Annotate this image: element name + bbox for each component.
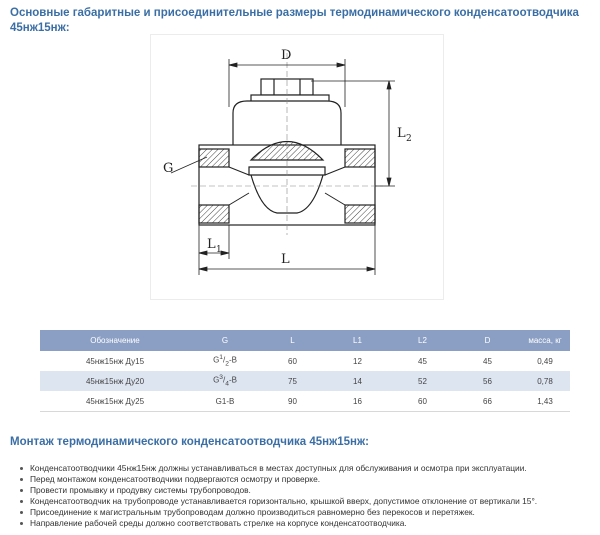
page-title: Основные габаритные и присоединительные размеры термодинамического конденсатоотводчика 45нж15нж: [10,7,579,34]
cell-l: 75 [260,371,325,391]
list-item: Перед монтажом конденсатоотводчики подвергаются осмотру и проверке. [30,474,600,485]
label-l: L [281,252,290,267]
list-item: Присоединение к магистральным трубопроводам должно производиться равномерно без перекосов и перетяжек. [30,507,600,518]
label-d: D [281,48,292,63]
cell-g: $G^1/_2-В$ [213,354,237,368]
col-d: D [455,330,520,351]
cell-l: 90 [260,391,325,412]
cell-d: 45 [483,356,492,366]
label-l1: L [207,237,216,252]
cell-designation: 45нж15нж Ду25 [40,391,190,412]
cell-d: 66 [455,391,520,412]
col-l: L [260,330,325,351]
cell-designation: 45нж15нж Ду15 [85,356,145,366]
col-g: G [190,330,260,351]
table-row [40,391,570,412]
table-header-row [40,330,570,351]
col-designation: Обозначение [40,330,190,351]
cell-l1: 14 [325,371,390,391]
label-l1-sub: 1 [216,245,222,255]
label-l2-sub: 2 [406,134,412,144]
cell-l: 60 [288,356,297,366]
col-l1: L1 [325,330,390,351]
cell-l2: 60 [390,391,455,412]
label-g: G [163,161,174,176]
cell-d: 56 [455,371,520,391]
label-l2: L [397,126,406,141]
cell-l2: 52 [390,371,455,391]
left-thread-bottom [199,205,229,223]
table-row [40,371,570,391]
left-thread-top [199,149,229,167]
cell-mass: 1,43 [520,391,570,412]
col-l2: L2 [390,330,455,351]
cell-mass: 0,78 [520,371,570,391]
dimensions-table [40,330,570,412]
cell-g: $G^3/_4-В$ [190,371,260,391]
steam-trap-drawing [151,35,443,299]
right-thread-bottom [345,205,375,223]
list-item: Направление рабочей среды должно соответствовать стрелке на корпусе конденсатоотводчика. [30,518,600,529]
cell-mass: 0,49 [537,356,553,366]
right-thread-top [345,149,375,167]
list-item: Конденсатоотводчик на трубопроводе устанавливается горизонтально, крышкой вверх, допустимое отклонение от вертикали 15°. [30,496,600,507]
list-item: Провести промывку и продувку системы трубопроводов. [30,485,600,496]
cell-l1: 12 [353,356,362,366]
table-row [40,351,570,371]
installation-notes [10,463,600,529]
cell-designation: 45нж15нж Ду20 [40,371,190,391]
dimension-drawing [150,34,444,300]
cell-g: G1-В [190,391,260,412]
list-item: Конденсатоотводчики 45нж15нж должны устанавливаться в местах доступных для обслуживания и осмотра при эксплуатации. [30,463,600,474]
cell-l2: 45 [418,356,427,366]
cell-l1: 16 [325,391,390,412]
col-mass: масса, кг [520,330,570,351]
section-title: Монтаж термодинамического конденсатоотводчика 45нж15нж: [10,436,369,448]
